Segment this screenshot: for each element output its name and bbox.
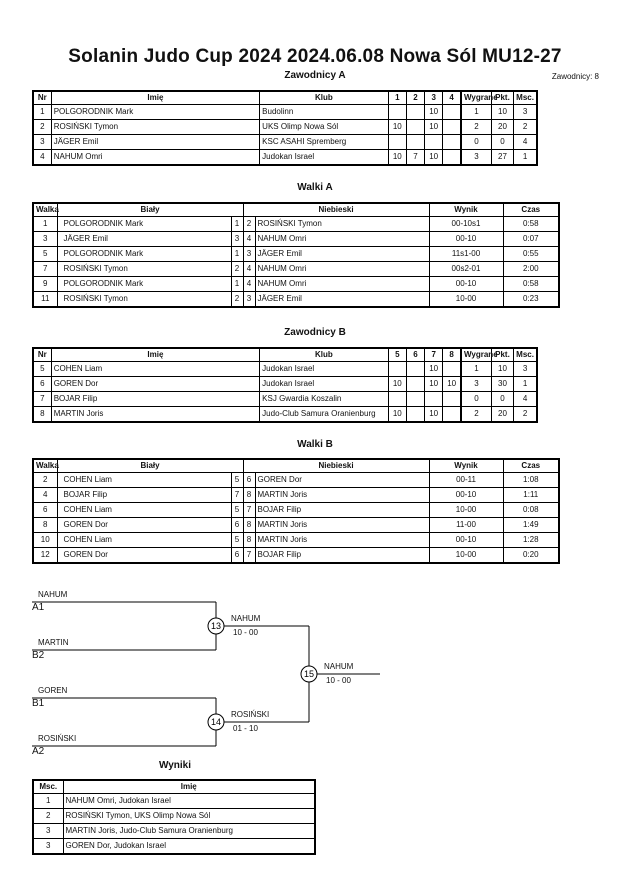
cell-result: 10-00 [429,548,503,564]
cell-blue: BOJAR Filip [255,503,429,518]
cell-time: 1:49 [503,518,559,533]
cell-place: 1 [514,377,537,392]
cell-white-nr: 7 [231,488,243,503]
cell-nr: 5 [33,362,51,377]
cell-place: 4 [514,135,537,150]
cell-fight-number: 2 [33,473,57,488]
fights-b-title: Walki B [297,439,333,450]
column-header: Walka [33,203,57,217]
cell-place: 4 [514,392,537,407]
cell-name: NAHUM Omri [51,150,259,166]
fight-13-number: 13 [210,621,222,631]
cell-fight-number: 5 [33,247,57,262]
bracket-b2-name: MARTIN [38,638,69,647]
cell-name: GOREN Dor [51,377,259,392]
cell-blue-nr: 8 [243,518,255,533]
cell-white: COHEN Liam [57,503,231,518]
column-header: Czas [503,459,559,473]
cell-nr: 7 [33,392,51,407]
cell-score: 10 [425,362,443,377]
cell-white-nr: 2 [231,292,243,308]
cell-blue-nr: 8 [243,488,255,503]
cell-white-nr: 3 [231,232,243,247]
cell-score: 10 [425,105,443,120]
cell-club: UKS Olimp Nowa Sól [260,120,389,135]
cell-white: ROSIŃSKI Tymon [57,262,231,277]
cell-score: 10 [443,377,461,392]
cell-blue-nr: 7 [243,503,255,518]
cell-result: 00-11 [429,473,503,488]
column-header: Klub [260,348,389,362]
cell-white: POLGORODNIK Mark [57,217,231,232]
group-b-title: Zawodnicy B [284,327,346,338]
cell-result: 00s2-01 [429,262,503,277]
column-header: 4 [443,91,461,105]
cell-time: 1:08 [503,473,559,488]
cell-blue: GOREN Dor [255,473,429,488]
cell-time: 2:00 [503,262,559,277]
table-row [33,794,315,809]
cell-nr: 6 [33,377,51,392]
cell-blue: ROSIŃSKI Tymon [255,217,429,232]
cell-nr: 3 [33,135,51,150]
cell-white-nr: 1 [231,247,243,262]
cell-time: 1:28 [503,533,559,548]
cell-white: POLGORODNIK Mark [57,277,231,292]
cell-name: BOJAR Filip [51,392,259,407]
fight-14-winner: ROSIŃSKI [231,710,270,719]
bracket-a2-name: ROSIŃSKI [38,734,77,743]
column-header: Nr [33,348,51,362]
cell-place: 3 [514,105,537,120]
cell-result: 00-10 [429,533,503,548]
competitor-count: Zawodnicy: 8 [551,72,599,81]
cell-white: JÄGER Emil [57,232,231,247]
cell-wins: 3 [461,377,491,392]
cell-fight-number: 7 [33,262,57,277]
cell-name: NAHUM Omri, Judokan Israel [63,794,315,809]
cell-club: Judokan Israel [260,150,389,166]
cell-blue-nr: 3 [243,292,255,308]
cell-name: GOREN Dor, Judokan Israel [63,839,315,855]
cell-club: KSJ Gwardia Koszalin [260,392,389,407]
cell-white-nr: 6 [231,548,243,564]
cell-score: 10 [425,150,443,166]
cell-result: 00-10 [429,488,503,503]
cell-name: COHEN Liam [51,362,259,377]
bracket-b1-seed: B1 [32,698,45,709]
page-title: Solanin Judo Cup 2024 2024.06.08 Nowa Sól MU12-27 [68,46,562,67]
cell-name: MARTIN Joris [51,407,259,423]
fight-14-score: 01 - 10 [233,724,258,733]
column-header: Wynik [429,459,503,473]
cell-wins: 2 [461,120,491,135]
cell-score: 10 [388,120,406,135]
cell-white-nr: 6 [231,518,243,533]
cell-fight-number: 11 [33,292,57,308]
cell-wins: 2 [461,407,491,423]
cell-wins: 1 [461,105,491,120]
cell-result: 10-00 [429,503,503,518]
cell-points: 10 [491,105,513,120]
column-header: Msc. [514,348,537,362]
cell-place: 1 [33,794,63,809]
fight-13-score: 10 - 00 [233,628,258,637]
fight-15-number: 15 [303,669,315,679]
column-header: Pkt. [491,348,513,362]
column-header: 6 [406,348,424,362]
bracket-b2-seed: B2 [32,650,45,661]
fight-13-winner: NAHUM [231,614,261,623]
cell-score: 10 [388,377,406,392]
cell-blue-nr: 8 [243,533,255,548]
cell-place: 2 [33,809,63,824]
cell-fight-number: 1 [33,217,57,232]
results-table [32,779,316,855]
cell-white: GOREN Dor [57,518,231,533]
column-header: Imię [51,348,259,362]
column-header: Imię [63,780,315,794]
column-header: 5 [388,348,406,362]
cell-blue: MARTIN Joris [255,533,429,548]
cell-place: 2 [514,407,537,423]
cell-blue-nr: 4 [243,232,255,247]
cell-white: COHEN Liam [57,533,231,548]
cell-points: 0 [491,392,513,407]
column-header: Biały [57,459,243,473]
cell-blue: MARTIN Joris [255,488,429,503]
column-header: 1 [388,91,406,105]
cell-fight-number: 12 [33,548,57,564]
cell-blue-nr: 4 [243,277,255,292]
column-header: Msc. [514,91,537,105]
cell-club: Judo-Club Samura Oranienburg [260,407,389,423]
cell-nr: 4 [33,150,51,166]
cell-white: BOJAR Filip [57,488,231,503]
cell-blue-nr: 4 [243,262,255,277]
cell-nr: 2 [33,120,51,135]
cell-points: 20 [491,407,513,423]
column-header: Wygrane [461,348,491,362]
cell-fight-number: 8 [33,518,57,533]
column-header: 3 [425,91,443,105]
cell-wins: 0 [461,135,491,150]
cell-white-nr: 1 [231,217,243,232]
cell-time: 0:20 [503,548,559,564]
table-header-row [33,780,315,794]
cell-place: 3 [514,362,537,377]
cell-time: 0:58 [503,217,559,232]
column-header: Imię [51,91,259,105]
bracket-a1-name: NAHUM [38,590,68,599]
group-a-title: Zawodnicy A [284,70,346,81]
bracket-b1-name: GOREN [38,686,68,695]
cell-score: 10 [388,407,406,423]
cell-white-nr: 5 [231,503,243,518]
cell-score: 10 [425,120,443,135]
cell-club: Judokan Israel [260,377,389,392]
cell-name: POLGORODNIK Mark [51,105,259,120]
bracket-a2-seed: A2 [32,746,45,757]
table-row [33,809,315,824]
cell-fight-number: 9 [33,277,57,292]
cell-score: 10 [425,377,443,392]
cell-wins: 1 [461,362,491,377]
cell-time: 1:11 [503,488,559,503]
cell-blue-nr: 3 [243,247,255,262]
cell-place: 1 [514,150,537,166]
cell-name: ROSIŃSKI Tymon [51,120,259,135]
cell-place: 3 [33,824,63,839]
cell-white-nr: 5 [231,533,243,548]
cell-result: 00-10 [429,232,503,247]
cell-wins: 3 [461,150,491,166]
column-header: Biały [57,203,243,217]
cell-blue-nr: 2 [243,217,255,232]
cell-blue: NAHUM Omri [255,232,429,247]
cell-white: POLGORODNIK Mark [57,247,231,262]
cell-white: GOREN Dor [57,548,231,564]
cell-blue: NAHUM Omri [255,277,429,292]
fight-15-winner: NAHUM [324,662,354,671]
cell-fight-number: 6 [33,503,57,518]
cell-result: 00-10 [429,277,503,292]
column-header: Wygrane [461,91,491,105]
column-header: Niebieski [243,459,429,473]
cell-fight-number: 10 [33,533,57,548]
cell-name: JÄGER Emil [51,135,259,150]
column-header: 2 [406,91,424,105]
fights-a-title: Walki A [297,182,333,193]
column-header: Czas [503,203,559,217]
table-row [33,824,315,839]
cell-club: Judokan Israel [260,362,389,377]
cell-result: 00-10s1 [429,217,503,232]
cell-nr: 8 [33,407,51,423]
cell-club: KSC ASAHI Spremberg [260,135,389,150]
cell-nr: 1 [33,105,51,120]
cell-points: 20 [491,120,513,135]
column-header: 8 [443,348,461,362]
cell-result: 11-00 [429,518,503,533]
cell-club: Budolinn [260,105,389,120]
cell-time: 0:58 [503,277,559,292]
cell-blue: JÄGER Emil [255,247,429,262]
cell-blue-nr: 6 [243,473,255,488]
cell-white-nr: 2 [231,262,243,277]
table-row [33,839,315,855]
cell-blue-nr: 7 [243,548,255,564]
column-header: Msc. [33,780,63,794]
cell-blue: NAHUM Omri [255,262,429,277]
cell-white-nr: 5 [231,473,243,488]
column-header: Nr [33,91,51,105]
column-header: Niebieski [243,203,429,217]
cell-score: 10 [425,407,443,423]
cell-white: ROSIŃSKI Tymon [57,292,231,308]
cell-points: 0 [491,135,513,150]
cell-points: 27 [491,150,513,166]
cell-blue: BOJAR Filip [255,548,429,564]
cell-name: MARTIN Joris, Judo-Club Samura Oranienburg [63,824,315,839]
cell-points: 30 [491,377,513,392]
cell-place: 3 [33,839,63,855]
cell-time: 0:23 [503,292,559,308]
cell-points: 10 [491,362,513,377]
column-header: 7 [425,348,443,362]
cell-place: 2 [514,120,537,135]
cell-name: ROSIŃSKI Tymon, UKS Olimp Nowa Sól [63,809,315,824]
fight-14-number: 14 [210,717,222,727]
cell-time: 0:55 [503,247,559,262]
cell-white: COHEN Liam [57,473,231,488]
cell-wins: 0 [461,392,491,407]
cell-time: 0:08 [503,503,559,518]
cell-time: 0:07 [503,232,559,247]
results-title: Wyniki [158,760,192,771]
cell-score: 7 [406,150,424,166]
cell-white-nr: 1 [231,277,243,292]
column-header: Walka [33,459,57,473]
cell-score: 10 [388,150,406,166]
cell-fight-number: 3 [33,232,57,247]
bracket-a1-seed: A1 [32,602,45,613]
column-header: Klub [260,91,389,105]
cell-result: 10-00 [429,292,503,308]
column-header: Pkt. [491,91,513,105]
column-header: Wynik [429,203,503,217]
cell-blue: MARTIN Joris [255,518,429,533]
fight-15-score: 10 - 00 [326,676,351,685]
cell-fight-number: 4 [33,488,57,503]
cell-blue: JÄGER Emil [255,292,429,308]
cell-result: 11s1-00 [429,247,503,262]
